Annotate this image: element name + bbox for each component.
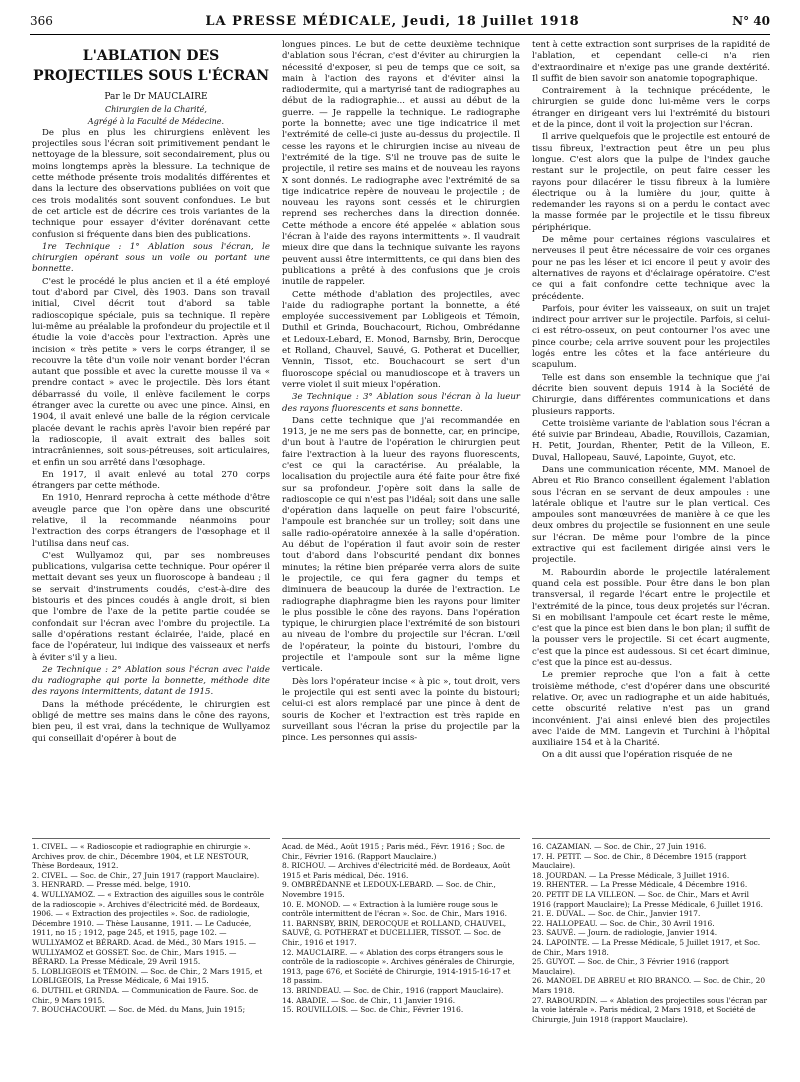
footnote: 18. JOURDAN. — La Presse Médicale, 3 Juillet 1916. bbox=[532, 870, 730, 880]
technique-heading: 2e Technique : 2° Ablation sous l'écran avec l'aide du radiographe qui porte la bonnette, méthode dite des rayons intermittents, datant de 1915. bbox=[32, 664, 270, 698]
footnote: 23. SAUVÉ. — Journ. de radiologie, Janvier 1914. bbox=[532, 928, 718, 938]
header-rule bbox=[30, 34, 770, 35]
footnote: 8. RICHOU. — Archives d'électricité méd. de Bordeaux, Août 1915 et Paris médical, Déc. 1916. bbox=[282, 861, 511, 880]
author-affiliation-2: Agrégé à la Faculté de Médecine. bbox=[87, 116, 225, 126]
column-1 bbox=[32, 40, 270, 746]
footnote: 1. CIVEL. — « Radioscopie et radiographie en chirurgie ». Archives prov. de chir., Décembre 1904, et LE NESTOUR, Thèse Bordeaux, 1912. bbox=[32, 842, 251, 871]
footnote: 11. BARNSBY, BRIN, DEROCQUE et ROLLAND, CHAUVEL, SAUVÉ, G. POTHERAT et DUCELLIER, TISSOT. — Soc. de Chir., 1916 et 1917. bbox=[282, 918, 507, 947]
paragraph: De plus en plus les chirurgiens enlèvent les projectiles sous l'écran soit primitivement pendant le nettoyage de la blessure, soit secondairement, plus ou moins longtemps après la blessure. La technique de cette méthode présente trois modalités différentes et dans la lecture des observations publiées on voit que ces trois modalités sont souvent confondues. Le but de cet article est de décrire ces trois variantes de la technique pour essayer d'éviter dorénavant cette confusion si fréquente dans bien des publications. bbox=[32, 127, 270, 240]
paragraph: tent à cette extraction sont surprises de la rapidité de l'ablation, et cependant celle-ci n'a rien d'extraordinaire et n'exige pas une grande dextérité. Il suffit de bien savoir son anatomie topographique. bbox=[532, 40, 770, 84]
footnote: 20. PETIT DE LA VILLEON. — Soc. de Chir., Mars et Avril 1916 (rapport Mauclaire); La Presse Médicale, 6 Juillet 1916. bbox=[532, 889, 763, 909]
paragraph: C'est le procédé le plus ancien et il a été employé tout d'abord par Civel, dès 1903. Dans son travail initial, Civel décrit tout d'abord sa table radioscopique spéciale, puis sa technique. Il repère lui-même au préalable la profondeur du projectile et il étudie la voie d'accès pour l'extraction. Après une incision « très petite » vers le corps étranger, il se recouvre la tête d'un voile noir venant border l'écran autant que possible et avec la curette mousse il va « prendre contact » avec le projectile. Dès lors étant débarrassé du voile, il enlève facilement le corps étranger avec la curette ou avec une pince. Ainsi, en 1904, il avait enlevé une balle de la région cervicale placée devant le rachis après l'avoir bien repéré par la radioscopie, il avait extrait des balles soit intracrâniennes, soit sous-pétreuses, soit articulaires, et enfin un sou arrêté dans l'œsophage. bbox=[32, 276, 270, 468]
paragraph: Le premier reproche que l'on a fait à cette troisième méthode, c'est d'opérer dans une obscurité relative. Or, avec un radiographe et un aide habitués, cette obscurité relative n'est pas un grand inconvénient. J'ai ainsi enlevé bien des projectiles avec l'aide de MM. Langevin et Turchini à l'hôpital auxiliaire 154 et à la Charité. bbox=[532, 670, 770, 749]
paragraph: longues pinces. Le but de cette deuxième technique d'ablation sous l'écran, c'est d'éviter au chirurgien la nécessité d'exposer, si peu de temps que ce soit, sa main à l'action des rayons et d'éviter ainsi la radiodermite, qui a martyrisé tant de radiographes au début de la radiographie... et aussi au début de la guerre. — Je rappelle la technique. Le radiographe porte la bonnette; avec une tige indicatrice il met l'extrémité de celle-ci juste au-dessus du projectile. Il cesse les rayons et le chirurgien incise au niveau de l'extrémité de la tige. S'il ne trouve pas de suite le projectile, il retire ses mains et de nouveau les rayons X sont donnés. Le radiographe avec l'extrémité de sa tige indicatrice repère de nouveau le projectile ; de nouveau les rayons sont cessés et le chirurgien reprend ses recherches dans la direction donnée. Cette méthode a encore été appelée « ablation sous l'écran à l'aide des rayons intermittents ». Il vaudrait mieux dire que dans la technique suivante les rayons peuvent aussi être intermittents, ce qui dans bien des publications a prêté à des confusions que je crois inutile de rappeler. bbox=[282, 40, 520, 288]
footnote: 5. LOBLIGEOIS et TÉMOIN. — Soc. de Chir., 2 Mars 1915, et LOBLIGEOIS, La Presse Médicale, 6 Mai 1915. bbox=[32, 966, 263, 986]
footnote-rule bbox=[282, 838, 520, 839]
footnote: 14. ABADIE. — Soc. de Chir., 11 Janvier 1916. bbox=[282, 995, 456, 1005]
paragraph: C'est Wullyamoz qui, par ses nombreuses publications, vulgarisa cette technique. Pour opérer il mettait devant ses yeux un fluoroscope à bandeau ; il se servait d'instruments coudés, c'est-à-dire des bistouris et des pinces coudés à angle droit, si bien que l'ombre de l'axe de la petite partie coudée se confondait sur l'écran avec l'ombre du projectile. La salle d'opérations restant éclairée, l'aide, placé en face de l'opérateur, lui indique des vaisseaux et nerfs à éviter s'il y a lieu. bbox=[32, 550, 270, 663]
footnote: 13. BRINDEAU. — Soc. de Chir., 1916 (rapport Mauclaire). bbox=[282, 985, 504, 995]
technique-heading: 1re Technique : 1° Ablation sous l'écran, le chirurgien opérant sous un voile ou portant une bonnette. bbox=[32, 241, 270, 275]
footnotes-column-3 bbox=[532, 842, 770, 1024]
paragraph: Il arrive quelquefois que le projectile est entouré de tissu fibreux, l'extraction peut être un peu plus longue. C'est alors que la pulpe de l'index gauche restant sur le projectile, on peut faire cesser les rayons pour dilacérer le tissu fibreux à la lumière électrique ou à la lumière du jour, quitte à redemander les rayons si on a perdu le contact avec la masse formée par le projectile et le tissu fibreux périphérique. bbox=[532, 132, 770, 233]
running-header bbox=[30, 14, 770, 34]
journal-title: LA PRESSE MÉDICALE, Jeudi, 18 Juillet 1918 bbox=[205, 14, 580, 29]
paragraph: M. Rabourdin aborde le projectile latéralement quand cela est possible. Pour être dans le bon plan transversal, il regarde l'écart entre le projectile et l'extrémité de la pince, tous deux projetés sur l'écran. Si en mobilisant l'ampoule cet écart reste le même, c'est que la pince est bien dans le bon plan; il suffit de la pousser vers le projectile. Si cet écart augmente, c'est que la pince est audessous. Si cet écart diminue, c'est que la pince est au-dessus. bbox=[532, 567, 770, 669]
paragraph: Telle est dans son ensemble la technique que j'ai décrite bien souvent depuis 1914 à la Société de Chirurgie, dans différentes communications et dans plusieurs rapports. bbox=[532, 372, 770, 417]
author-affiliation-1: Chirurgien de la Charité, bbox=[105, 105, 207, 115]
paragraph: Parfois, pour éviter les vaisseaux, on suit un trajet indirect pour arriver sur le projectile. Parfois, si celui-ci est rétro-osseux, on peut contourner l'os avec une pince courbe; cela arrive souvent pour les projectiles logés entre les côtes et la face antérieure du scapulum. bbox=[532, 303, 770, 371]
article-title: L'ABLATION DES PROJECTILES SOUS L'ÉCRAN bbox=[33, 48, 269, 84]
footnote: 21. E. DUVAL. — Soc. de Chir., Janvier 1917. bbox=[532, 909, 701, 919]
paragraph: Cette troisième variante de l'ablation sous l'écran a été suivie par Brindeau, Abadie, Rouvillois, Cazamian, H. Petit, Jourdan, Rhenter, Petit de la Villeon, E. Duval, Hallopeau, Sauvé, Lapointe, Guyot, etc. bbox=[532, 418, 770, 463]
footnote: 6. DUTHIL et GRINDA. — Communication de Faure. Soc. de Chir., 9 Mars 1915. bbox=[32, 985, 259, 1005]
paragraph: On a dit aussi que l'opération risquée de ne bbox=[542, 750, 733, 761]
page-number: 366 bbox=[30, 14, 53, 28]
footnote: 27. RABOURDIN. — « Ablation des projectiles sous l'écran par la voie latérale ». Paris médical, 2 Mars 1918, et Société de Chirurgie, Juin 1918 (rapport Mauclaire). bbox=[532, 995, 768, 1024]
footnote: 24. LAPOINTE. — La Presse Médicale, 5 Juillet 1917, et Soc. de Chir., Mars 1918. bbox=[532, 937, 761, 957]
footnote: 10. E. MONOD. — « Extraction à la lumière rouge sous le contrôle intermittent de l'écran ». Soc. de Chir., Mars 1916. bbox=[282, 899, 507, 919]
footnotes-column-2 bbox=[282, 842, 520, 1015]
column-3 bbox=[532, 40, 770, 763]
footnote-rule bbox=[32, 838, 270, 839]
paragraph: Cette méthode d'ablation des projectiles, avec l'aide du radiographe portant la bonnette, a été employée successivement par Lobligeois et Témoin, Duthil et Grinda, Bouchacourt, Richou, Ombrédanne et Ledoux-Lebard, E. Monod, Barnsby, Brin, Derocque et Rolland, Chauvel, Sauvé, G. Potherat et Ducellier, Vennin, Tissot, etc. Bouchacourt se sert d'un fluoroscope spécial ou manudioscope et à travers un verre violet il suit mieux l'opération. bbox=[282, 289, 520, 390]
footnote: 4. WULLYAMOZ. — « Extraction des aiguilles sous le contrôle de la radioscopie ». Archives d'électricité méd. de Bordeaux, 1906. — « Extraction des projectiles ». Soc. de radiologie, Décembre 1910. — Thèse Lausanne, 1911. — Le Caducée, 1911, no 15 ; 1912, page 245, et 1915, page 102. — WULLYAMOZ et BÉRARD. Acad. de Méd., 30 Mars 1915. — WULLYAMOZ et GOSSET. Soc. de Chir., Mars 1915. — BÉRARD. La Presse Médicale, 29 Avril 1915. bbox=[32, 889, 265, 967]
footnote: 12. MAUCLAIRE. — « Ablation des corps étrangers sous le contrôle de la radioscopie ». Archives générales de Chirurgie, 1913, page 676, et Société de Chirurgie, 1914-1915-16-17 et 18 passim. bbox=[282, 947, 515, 986]
column-2 bbox=[282, 40, 520, 745]
footnote: 19. RHENTER. — La Presse Médicale, 4 Décembre 1916. bbox=[532, 880, 748, 890]
footnote: 26. MANOEL DE ABREU et RIO BRANCO. — Soc. de Chir., 20 Mars 1918. bbox=[532, 976, 766, 995]
paragraph: Dès lors l'opérateur incise « à pic », tout droit, vers le projectile qui est senti avec la pointe du bistouri; celui-ci est alors remplacé par une pince à dent de souris de Kocher et l'extraction est très rapide en surveillant sous l'écran la prise du projectile par la pince. Les personnes qui assis- bbox=[282, 676, 520, 744]
technique-heading: 3e Technique : 3° Ablation sous l'écran à la lueur des rayons fluorescents et sans bonnette. bbox=[282, 392, 520, 414]
footnote: 16. CAZAMIAN. — Soc. de Chir., 27 Juin 1916. bbox=[532, 842, 707, 851]
footnote: 15. ROUVILLOIS. — Soc. de Chir., Février 1916. bbox=[282, 1005, 464, 1015]
footnotes-column-1 bbox=[32, 842, 270, 1015]
issue-number: N° 40 bbox=[732, 14, 770, 28]
paragraph: Dans cette technique que j'ai recommandée en 1913, je ne me sers pas de bonnette, car, en principe, d'un bout à l'autre de l'opération le chirurgien peut faire l'extraction à la lueur des rayons fluorescents, c'est ce qui la caractérise. Au préalable, la localisation du projectile aura été faite pour être fixé sur sa profondeur. J'opère soit dans la salle de radioscopie ce qui n'est pas l'idéal; soit dans une salle d'opération dans laquelle on peut faire l'obscurité, l'ampoule est branchée sur un trolley; soit dans une salle radio-opératoire annexée à la salle d'opération. Au début de l'opération il faut avoir soin de rester tout d'abord dans l'obscurité pendant dix bonnes minutes; la rétine bien préparée verra alors de suite le projectile, ce qui fera gagner du temps et diminuera de beaucoup la durée de l'extraction. Le radiographe diaphragme bien les rayons pour limiter le plus possible le cône des rayons. Dans l'opération typique, le chirurgien place l'extrémité de son bistouri au niveau de l'ombre du projectile sur l'écran. L'œil de l'opérateur, la pointe du bistouri, l'ombre du projectile et l'ampoule sont sur la même ligne verticale. bbox=[282, 415, 520, 675]
article-author: Par le Dr MAUCLAIRE bbox=[104, 92, 208, 102]
paragraph: Dans une communication récente, MM. Manoel de Abreu et Rio Branco conseillent également l'ablation sous l'écran en se servant de deux ampoules : une latérale oblique et l'autre sur le plan vertical. Ces ampoules sont manœuvrées de manière à ce que les deux ombres du projectile se fusionnent en une seule sur l'écran. De même pour l'ombre de la pince extractive qui est facilement dirigée ainsi vers le projectile. bbox=[532, 464, 770, 566]
paragraph: Dans la méthode précédente, le chirurgien est obligé de mettre ses mains dans le cône des rayons, bien peu, il est vrai, dans la technique de Wullyamoz qui conseillait d'opérer à bout de bbox=[32, 699, 270, 744]
footnote: Acad. de Méd., Août 1915 ; Paris méd., Févr. 1916 ; Soc. de Chir., Février 1916. (Rapport Mauclaire.) bbox=[282, 842, 505, 861]
footnote: 2. CIVEL. — Soc. de Chir., 27 Juin 1917 (rapport Mauclaire). bbox=[32, 870, 260, 880]
footnote: 25. GUYOT. — Soc. de Chir., 3 Février 1916 (rapport Mauclaire). bbox=[532, 957, 729, 976]
footnote: 22. HALLOPEAU. — Soc. de Chir., 30 Avril 1916. bbox=[532, 918, 715, 928]
paragraph: De même pour certaines régions vasculaires et nerveuses il peut être nécessaire de voir ces organes pour ne pas les léser et ici encore il peut y avoir des alternatives de rayons et d'éclairage opératoire. C'est ce qui a fait confondre cette technique avec la précédente. bbox=[532, 235, 770, 302]
paragraph: Contrairement à la technique précédente, le chirurgien se guide donc lui-même vers le corps étranger en dirigeant vers lui l'extrémité du bistouri et de la pince, dont il voit la projection sur l'écran. bbox=[532, 86, 770, 131]
footnote: 7. BOUCHACOURT. — Soc. de Méd. du Mans, Juin 1915; bbox=[32, 1005, 246, 1015]
footnote: 9. OMBRÉDANNE et LEDOUX-LEBARD. — Soc. de Chir., Novembre 1915. bbox=[282, 880, 496, 899]
footnote: 17. H. PETIT. — Soc. de Chir., 8 Décembre 1915 (rapport Mauclaire). bbox=[532, 851, 747, 871]
paragraph: En 1917, il avait enlevé au total 270 corps étrangers par cette méthode. bbox=[32, 469, 270, 492]
footnote-rule bbox=[532, 838, 770, 839]
paragraph: En 1910, Henrard reprocha à cette méthode d'être aveugle parce que l'on opère dans une obscurité relative, il la recommande néanmoins pour l'extraction des corps étrangers de l'œsophage et il l'utilisa dans neuf cas. bbox=[32, 493, 270, 549]
footnote: 3. HENRARD. — Presse méd. belge, 1910. bbox=[32, 880, 191, 890]
